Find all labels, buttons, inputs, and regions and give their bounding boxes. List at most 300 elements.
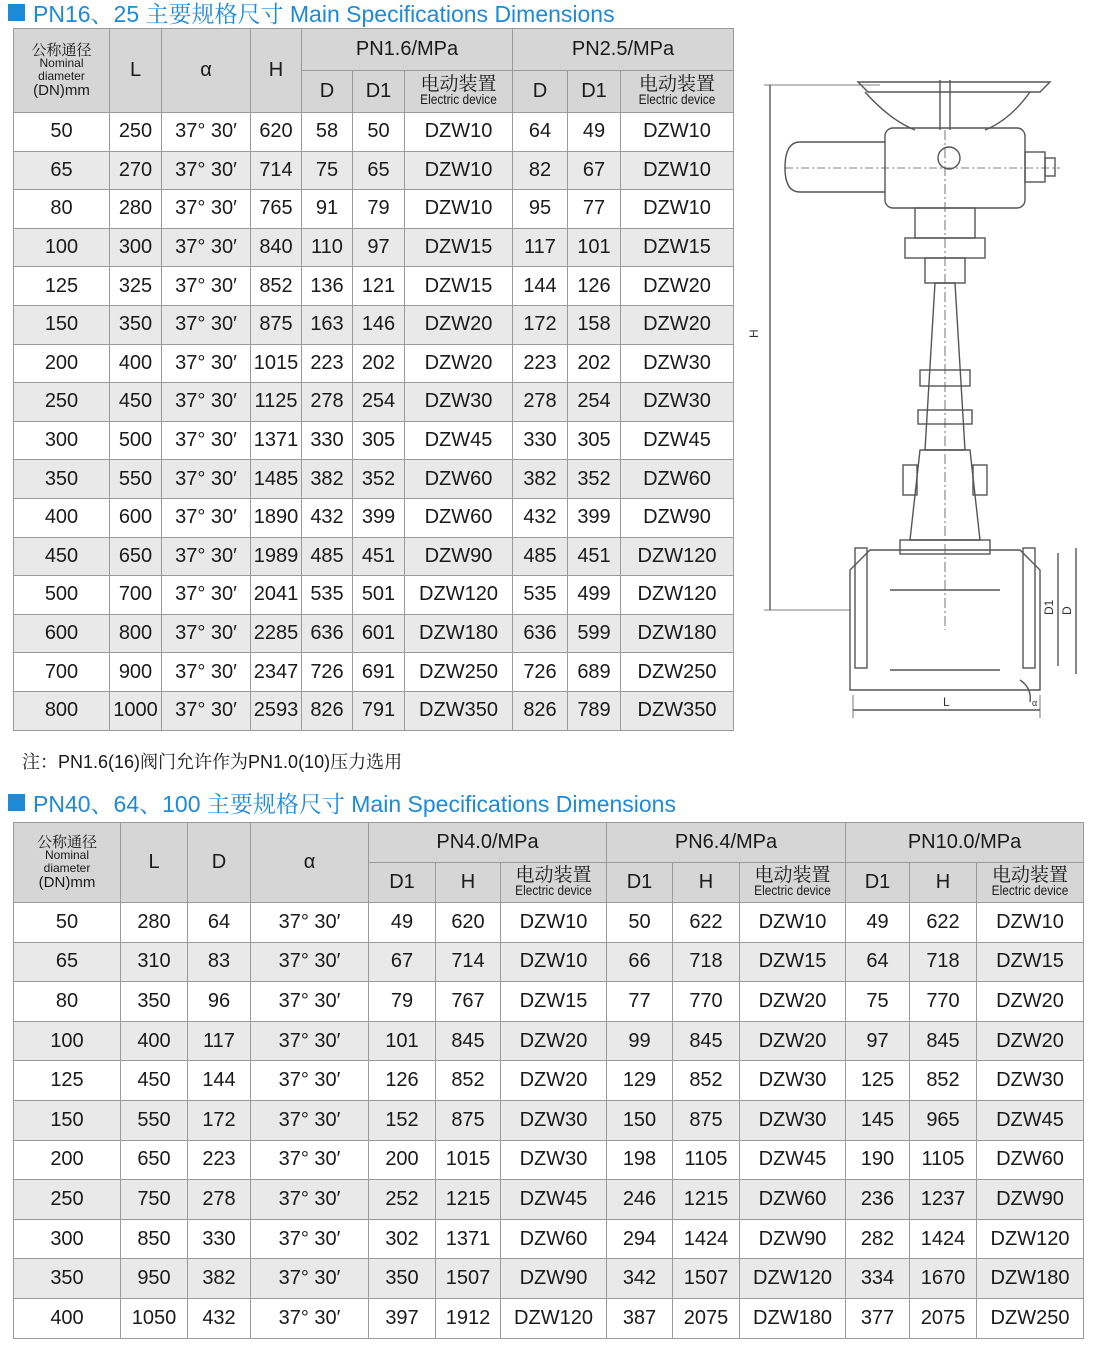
table-cell: 1237 [910,1180,977,1220]
table-cell: 387 [607,1298,673,1338]
table-cell: 1215 [673,1180,740,1220]
valve-drawing [740,70,1090,730]
table-cell: 37° 30′ [162,498,251,537]
table-cell: 400 [121,1021,188,1061]
table-cell: 450 [14,537,110,576]
table-cell: 535 [513,576,568,615]
table-cell: 400 [14,498,110,537]
table-cell: DZW30 [501,1140,607,1180]
header-alpha: α [162,29,251,113]
handwheel-rim [858,82,1050,92]
table-cell: 650 [110,537,162,576]
table-cell: DZW45 [621,421,734,460]
table-cell: 535 [302,576,353,615]
label-D1: D1 [1042,599,1056,615]
table-cell: 485 [302,537,353,576]
table-cell: 399 [568,498,621,537]
table-cell: 622 [673,903,740,943]
section2-title-text: PN40、64、100 主要规格尺寸 Main Specifications Dimensions [33,790,676,817]
table-cell: DZW30 [405,383,513,422]
header-H: H [910,863,977,903]
header-H: H [673,863,740,903]
table-cell: DZW20 [621,267,734,306]
table-cell: 236 [846,1180,910,1220]
header-group-pn25: PN2.5/MPa [513,29,734,71]
table-cell: 100 [14,228,110,267]
table-cell: DZW60 [740,1180,846,1220]
table-cell: DZW60 [621,460,734,499]
table-cell: 223 [302,344,353,383]
table-cell: 99 [607,1021,673,1061]
table-row [14,498,734,537]
header-group-pn40: PN4.0/MPa [369,823,607,863]
table-cell: 400 [110,344,162,383]
table-cell: DZW90 [740,1219,846,1259]
table-cell: 965 [910,1100,977,1140]
table-cell: 1105 [910,1140,977,1180]
table-cell: 125 [14,267,110,306]
table-row [14,982,1084,1022]
table-cell: 1015 [436,1140,501,1180]
table-cell: 37° 30′ [162,113,251,152]
table-cell: 350 [14,1259,121,1299]
table-cell: 75 [302,151,353,190]
table-cell: 280 [121,903,188,943]
table-row [14,614,734,653]
table-cell: DZW10 [405,113,513,152]
table-cell: 37° 30′ [251,903,369,943]
table-cell: DZW10 [405,190,513,229]
table-cell: 1424 [910,1219,977,1259]
table-cell: 2075 [910,1298,977,1338]
table-cell: 200 [369,1140,436,1180]
table-cell: 382 [302,460,353,499]
table-cell: DZW45 [977,1100,1084,1140]
table-cell: 1105 [673,1140,740,1180]
table-cell: 50 [353,113,405,152]
table-cell: 636 [513,614,568,653]
table-row [14,228,734,267]
table-cell: DZW15 [501,982,607,1022]
table-cell: 1890 [251,498,302,537]
table-cell: 789 [568,691,621,730]
table-cell: 97 [846,1021,910,1061]
header-electric-device: 电动装置 Electric device [621,71,734,113]
table-cell: 65 [14,151,110,190]
table-cell: 49 [369,903,436,943]
table-cell: 432 [513,498,568,537]
table-row [14,653,734,692]
table-cell: DZW90 [977,1180,1084,1220]
spec-table-body [14,903,1084,1339]
table-cell: 330 [302,421,353,460]
table-row [14,1298,1084,1338]
table-cell: 280 [110,190,162,229]
table-cell: 37° 30′ [251,1021,369,1061]
header-nominal-diameter: 公称通径 Nominal diameter (DN)mm [14,29,110,113]
table-cell: 145 [846,1100,910,1140]
table-cell: DZW120 [621,537,734,576]
header-group-pn16: PN1.6/MPa [302,29,513,71]
table-cell: 254 [568,383,621,422]
table-cell: 79 [369,982,436,1022]
table-cell: 37° 30′ [162,344,251,383]
table-cell: 350 [369,1259,436,1299]
table-cell: 350 [110,305,162,344]
table-cell: 1507 [436,1259,501,1299]
table-cell: 37° 30′ [251,1180,369,1220]
table-cell: 64 [846,942,910,982]
table-cell: 601 [353,614,405,653]
table-cell: 310 [121,942,188,982]
table-cell: 202 [353,344,405,383]
table-cell: 900 [110,653,162,692]
table-row [14,421,734,460]
table-row [14,1100,1084,1140]
table-cell: 1000 [110,691,162,730]
table-cell: DZW250 [977,1298,1084,1338]
table-cell: 278 [302,383,353,422]
header-D: D [188,823,251,903]
table-cell: DZW90 [621,498,734,537]
table-cell: 67 [568,151,621,190]
table-cell: 700 [110,576,162,615]
table-cell: 64 [188,903,251,943]
header-D: D [513,71,568,113]
header-L: L [121,823,188,903]
table-cell: 330 [513,421,568,460]
table-cell: DZW10 [621,190,734,229]
handwheel-spokes [865,92,1030,130]
table-cell: 37° 30′ [251,1100,369,1140]
table-cell: 129 [607,1061,673,1101]
table-cell: 499 [568,576,621,615]
table-cell: DZW20 [977,1021,1084,1061]
table-cell: 875 [673,1100,740,1140]
title-square-icon [8,794,25,811]
title-square-icon [8,4,25,21]
table-cell: 250 [14,1180,121,1220]
table-cell: 270 [110,151,162,190]
table-cell: 300 [14,421,110,460]
table-row [14,691,734,730]
table-cell: 97 [353,228,405,267]
table-cell: 451 [353,537,405,576]
table-cell: DZW10 [977,903,1084,943]
table-cell: 852 [910,1061,977,1101]
table-cell: 37° 30′ [251,1219,369,1259]
table-cell: 101 [568,228,621,267]
table-cell: 850 [121,1219,188,1259]
header-D1: D1 [369,863,436,903]
table-cell: 79 [353,190,405,229]
header-L: L [110,29,162,113]
table-cell: 172 [513,305,568,344]
table-cell: DZW120 [621,576,734,615]
table-cell: 501 [353,576,405,615]
table-cell: 37° 30′ [162,383,251,422]
table-cell: DZW20 [977,982,1084,1022]
table-cell: 117 [188,1021,251,1061]
spec-table-body [14,113,734,731]
table-row [14,1259,1084,1299]
table-cell: 37° 30′ [162,190,251,229]
table-cell: DZW90 [405,537,513,576]
spec-table-pn40-64-100 [13,822,1084,1339]
table-cell: 252 [369,1180,436,1220]
table-cell: 718 [910,942,977,982]
table-cell: DZW20 [740,982,846,1022]
table-cell: 399 [353,498,405,537]
table-cell: 352 [353,460,405,499]
table-cell: 126 [369,1061,436,1101]
table-cell: 382 [188,1259,251,1299]
table-cell: 100 [14,1021,121,1061]
table-cell: 101 [369,1021,436,1061]
table-cell: 37° 30′ [162,576,251,615]
table-cell: DZW180 [977,1259,1084,1299]
table-cell: 294 [607,1219,673,1259]
table-cell: 37° 30′ [251,1061,369,1101]
table-cell: 66 [607,942,673,982]
header-H: H [436,863,501,903]
table-cell: 620 [251,113,302,152]
header-D: D [302,71,353,113]
table-row [14,1140,1084,1180]
table-row [14,305,734,344]
table-cell: 83 [188,942,251,982]
table-cell: DZW60 [405,460,513,499]
table-cell: 37° 30′ [162,614,251,653]
table-cell: DZW120 [977,1219,1084,1259]
table-row [14,190,734,229]
table-cell: 2041 [251,576,302,615]
table-row [14,1219,1084,1259]
table-cell: DZW20 [501,1021,607,1061]
table-cell: 350 [121,982,188,1022]
table-cell: 765 [251,190,302,229]
table-cell: 200 [14,1140,121,1180]
table-cell: 125 [846,1061,910,1101]
table-cell: 172 [188,1100,251,1140]
table-row [14,1061,1084,1101]
table-cell: 37° 30′ [162,460,251,499]
table-cell: 1371 [436,1219,501,1259]
table-cell: 600 [14,614,110,653]
table-cell: DZW20 [501,1061,607,1101]
label-alpha: α [1032,698,1038,708]
table-cell: 278 [513,383,568,422]
header-D1: D1 [353,71,405,113]
table-cell: 65 [14,942,121,982]
table-cell: 852 [673,1061,740,1101]
table-cell: DZW120 [405,576,513,615]
table-cell: DZW250 [621,653,734,692]
table-cell: DZW30 [621,383,734,422]
table-cell: DZW60 [977,1140,1084,1180]
table-cell: 800 [110,614,162,653]
table-cell: 1485 [251,460,302,499]
table-cell: 750 [121,1180,188,1220]
table-cell: 852 [251,267,302,306]
table-cell: 2593 [251,691,302,730]
table-cell: 500 [110,421,162,460]
table-cell: 451 [568,537,621,576]
table-cell: 80 [14,982,121,1022]
table-cell: DZW10 [621,151,734,190]
table-row [14,151,734,190]
label-H: H [747,329,761,338]
table-cell: 726 [302,653,353,692]
table-cell: 77 [568,190,621,229]
table-cell: DZW45 [405,421,513,460]
table-cell: 330 [188,1219,251,1259]
table-cell: 2075 [673,1298,740,1338]
table-cell: 150 [607,1100,673,1140]
table-cell: 845 [673,1021,740,1061]
header-nominal-diameter: 公称通径 Nominal diameter (DN)mm [14,823,121,903]
table-cell: 37° 30′ [162,421,251,460]
table-cell: 2285 [251,614,302,653]
header-group-pn100: PN10.0/MPa [846,823,1084,863]
table-cell: 37° 30′ [162,537,251,576]
table-cell: 37° 30′ [251,982,369,1022]
table-cell: 599 [568,614,621,653]
table-row [14,267,734,306]
table-cell: DZW10 [501,942,607,982]
table-row [14,113,734,152]
table-row [14,1180,1084,1220]
table-cell: 305 [353,421,405,460]
table-cell: 37° 30′ [162,691,251,730]
table-cell: 691 [353,653,405,692]
table-cell: 650 [121,1140,188,1180]
table-cell: 397 [369,1298,436,1338]
table-cell: 845 [910,1021,977,1061]
table-cell: 1215 [436,1180,501,1220]
table-cell: 1015 [251,344,302,383]
table-cell: 450 [121,1061,188,1101]
header-alpha: α [251,823,369,903]
table-cell: 840 [251,228,302,267]
table-cell: 432 [188,1298,251,1338]
table-cell: 190 [846,1140,910,1180]
table-cell: 250 [14,383,110,422]
table-row [14,383,734,422]
table-cell: 278 [188,1180,251,1220]
table-cell: DZW120 [501,1298,607,1338]
table-cell: 144 [188,1061,251,1101]
table-cell: 144 [513,267,568,306]
table-cell: 1912 [436,1298,501,1338]
table-cell: DZW60 [405,498,513,537]
table-cell: DZW30 [621,344,734,383]
table-cell: DZW10 [405,151,513,190]
header-D1: D1 [568,71,621,113]
section1-title-text: PN16、25 主要规格尺寸 Main Specifications Dimensions [33,0,615,27]
section2-title [8,788,676,816]
table-cell: DZW10 [621,113,734,152]
table-cell: 600 [110,498,162,537]
table-cell: 91 [302,190,353,229]
table-cell: 1371 [251,421,302,460]
table-cell: 37° 30′ [251,942,369,982]
table-cell: 80 [14,190,110,229]
table-cell: 382 [513,460,568,499]
table-cell: DZW20 [405,305,513,344]
table-cell: DZW45 [501,1180,607,1220]
table-cell: 37° 30′ [251,1298,369,1338]
actuator-window [938,147,960,169]
table-cell: 826 [513,691,568,730]
table-cell: 223 [513,344,568,383]
table-cell: 1050 [121,1298,188,1338]
table-cell: 875 [251,305,302,344]
table-row [14,942,1084,982]
table-cell: 350 [14,460,110,499]
table-cell: DZW10 [501,903,607,943]
table-row [14,537,734,576]
table-cell: 37° 30′ [162,653,251,692]
table-cell: 432 [302,498,353,537]
header-electric-device: 电动装置 Electric device [740,863,846,903]
table-cell: 82 [513,151,568,190]
table-cell: 1989 [251,537,302,576]
table-cell: DZW90 [501,1259,607,1299]
table-cell: 770 [673,982,740,1022]
table-cell: 37° 30′ [162,267,251,306]
table-cell: 377 [846,1298,910,1338]
table-cell: 37° 30′ [162,151,251,190]
table-row [14,576,734,615]
table-cell: DZW350 [621,691,734,730]
table-cell: 223 [188,1140,251,1180]
table-cell: 37° 30′ [162,228,251,267]
table-cell: 49 [568,113,621,152]
table-cell: 50 [607,903,673,943]
table-cell: DZW180 [621,614,734,653]
table-cell: 2347 [251,653,302,692]
table-cell: DZW15 [740,942,846,982]
table-cell: 714 [436,942,501,982]
table-cell: DZW350 [405,691,513,730]
table-cell: DZW15 [405,228,513,267]
table-cell: 50 [14,113,110,152]
table-cell: DZW15 [621,228,734,267]
table-cell: 95 [513,190,568,229]
table-cell: 150 [14,305,110,344]
table-cell: 352 [568,460,621,499]
section1-title [8,0,615,26]
table-cell: 121 [353,267,405,306]
table-cell: 689 [568,653,621,692]
table-cell: 620 [436,903,501,943]
table-cell: 163 [302,305,353,344]
table-cell: 75 [846,982,910,1022]
table-cell: 110 [302,228,353,267]
table-cell: 300 [14,1219,121,1259]
table-cell: DZW30 [501,1100,607,1140]
header-electric-device: 电动装置 Electric device [405,71,513,113]
spec-table-pn16-25 [13,28,734,731]
header-D1: D1 [846,863,910,903]
table-cell: 342 [607,1259,673,1299]
table-cell: 334 [846,1259,910,1299]
table-cell: 700 [14,653,110,692]
table-cell: 125 [14,1061,121,1101]
table-cell: DZW10 [740,903,846,943]
table-cell: 117 [513,228,568,267]
